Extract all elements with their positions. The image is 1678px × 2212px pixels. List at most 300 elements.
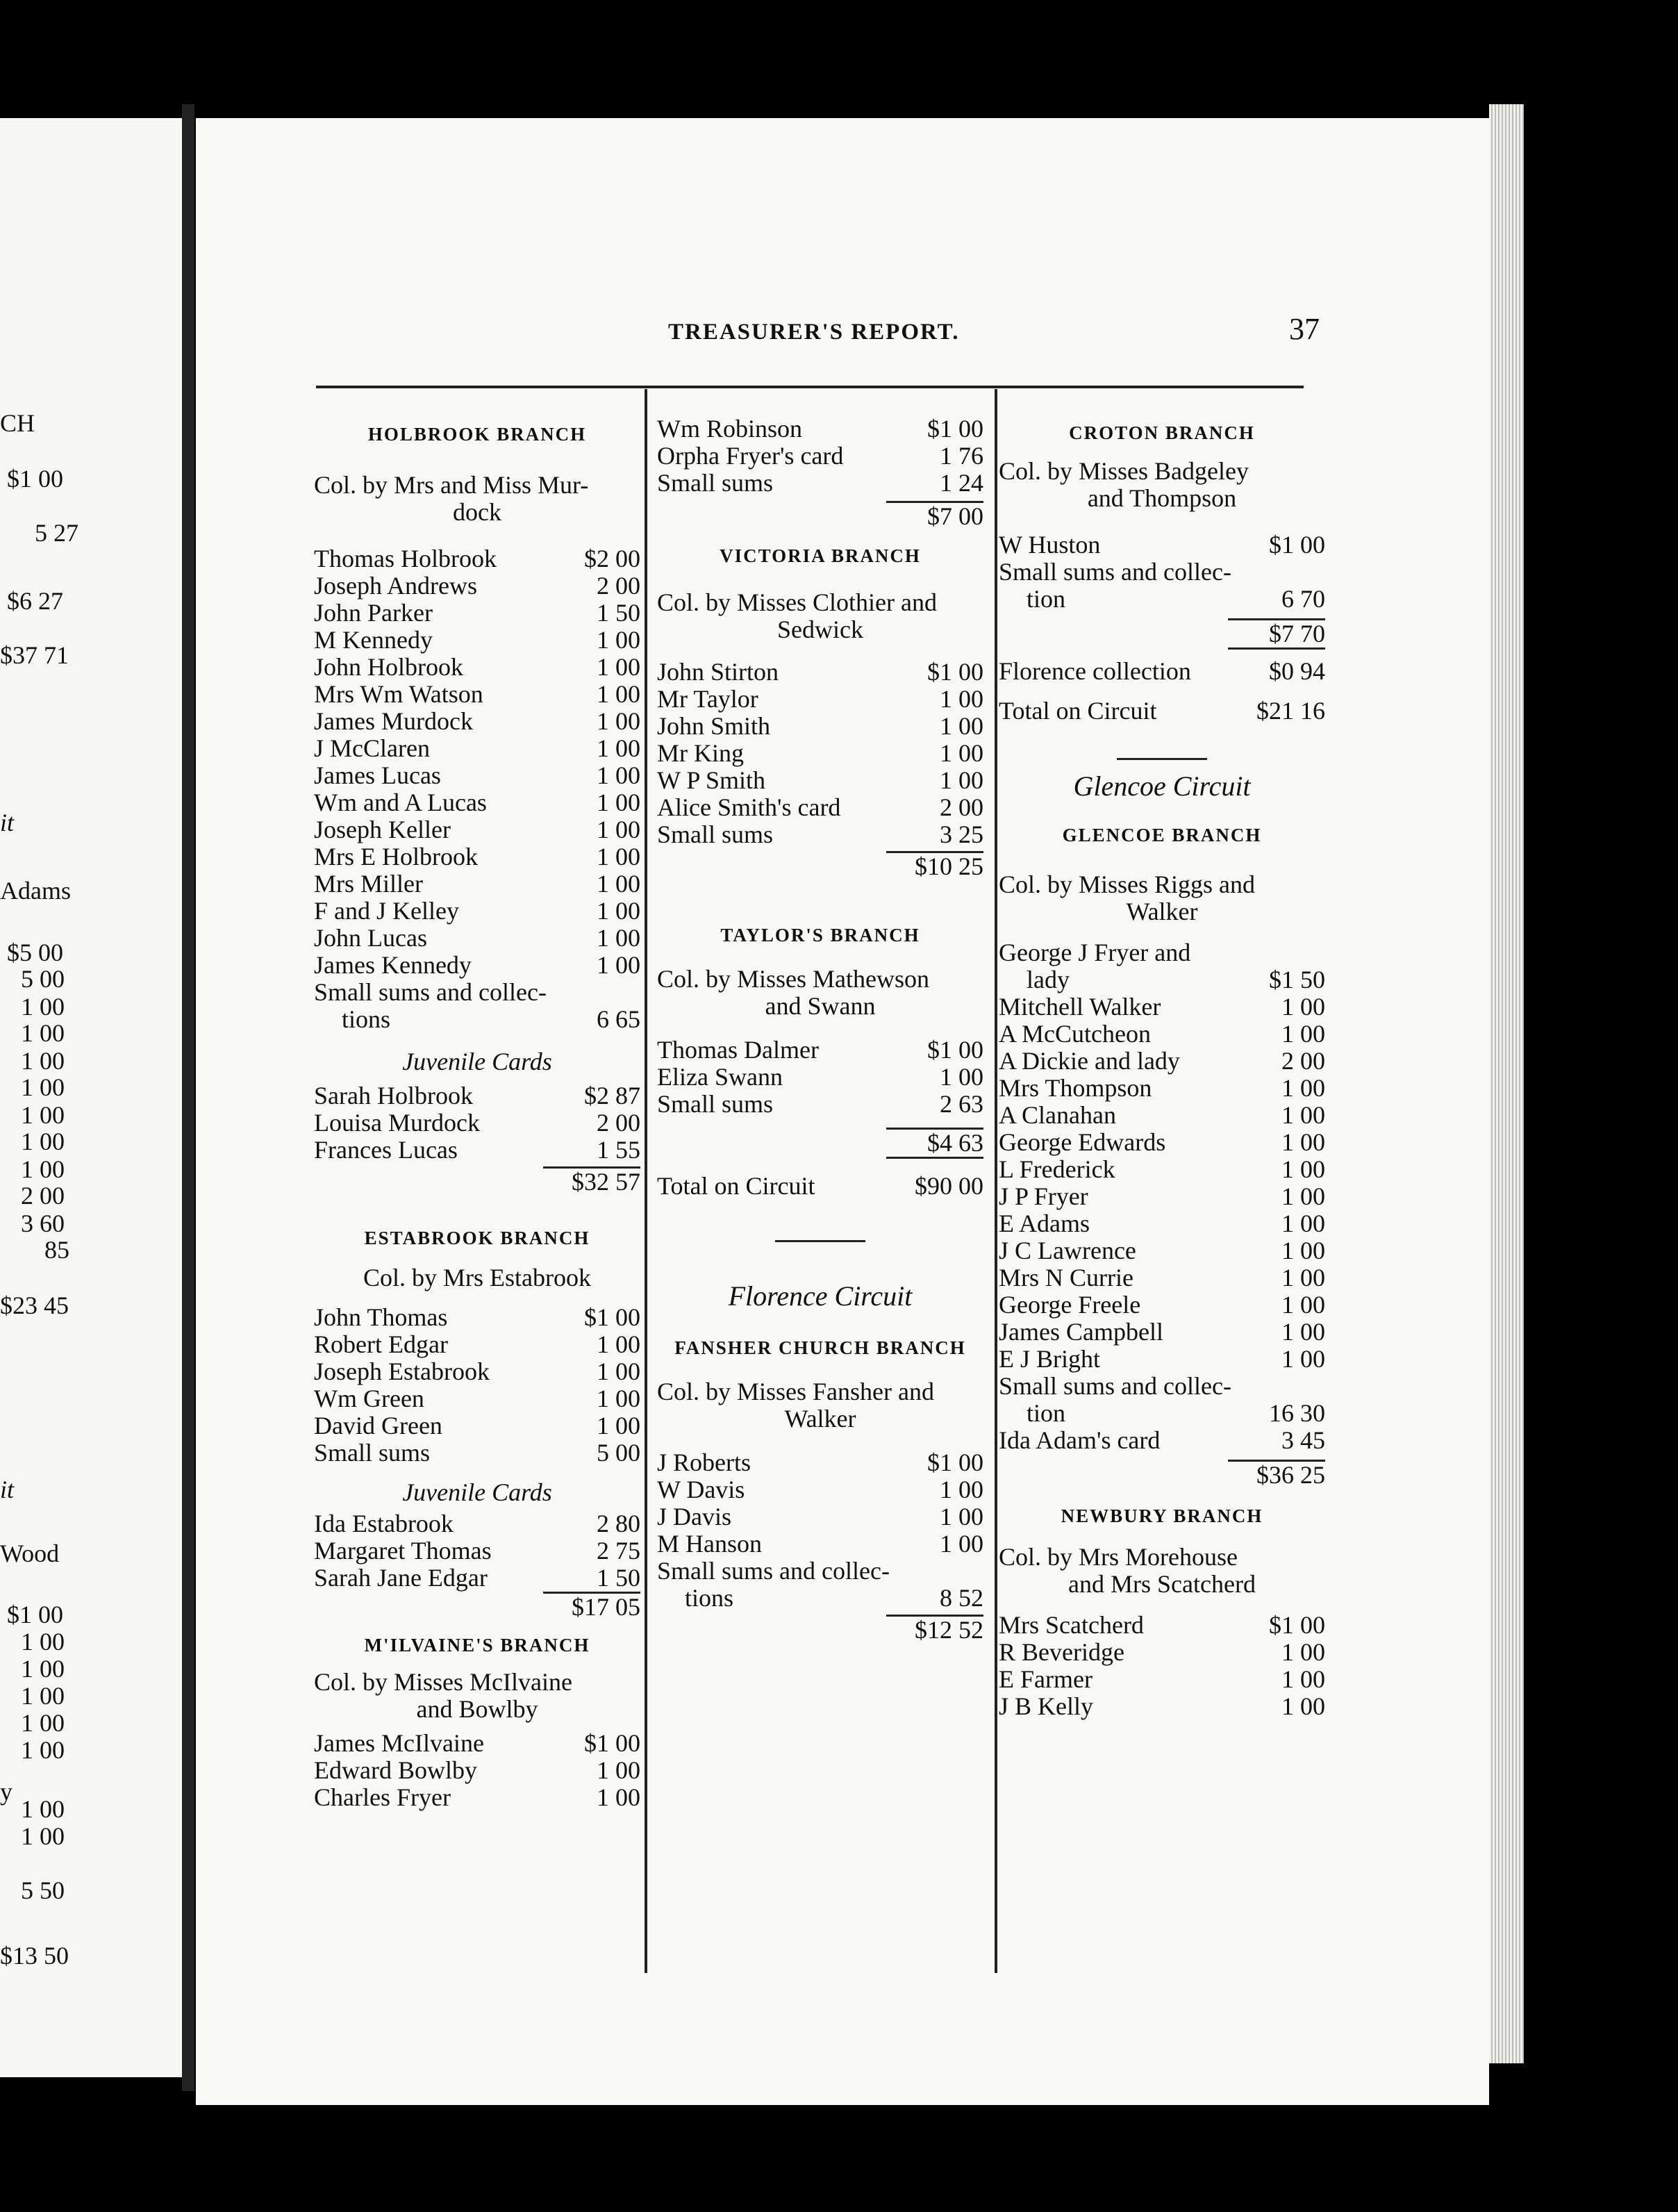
entry-row bbox=[314, 600, 640, 627]
donor-name: Wm Robinson bbox=[657, 415, 803, 443]
amount: 1 00 bbox=[597, 653, 640, 681]
spacer bbox=[999, 613, 1325, 618]
entry-cont: tions bbox=[685, 1585, 734, 1612]
left-page-text: 5 00 bbox=[21, 965, 65, 993]
spacer bbox=[999, 853, 1325, 871]
donor-name: M Hanson bbox=[657, 1530, 762, 1558]
branch-total bbox=[999, 1460, 1325, 1489]
amount: 1 00 bbox=[597, 951, 640, 979]
donor-name: Edward Bowlby bbox=[314, 1757, 477, 1784]
donor-name: A McCutcheon bbox=[999, 1021, 1151, 1048]
total-amount: $10 25 bbox=[886, 851, 983, 880]
amount: 1 00 bbox=[940, 1530, 983, 1558]
spacer bbox=[314, 1467, 640, 1475]
left-page-text: $6 27 bbox=[7, 587, 63, 615]
circuit-total bbox=[999, 698, 1325, 725]
left-page-text: 1 00 bbox=[21, 1155, 65, 1183]
amount: 1 00 bbox=[1281, 1101, 1325, 1129]
amount: 1 00 bbox=[597, 843, 640, 870]
divider-dash bbox=[1117, 758, 1207, 760]
total-amount: $12 52 bbox=[886, 1615, 983, 1644]
entry-row bbox=[999, 1264, 1325, 1291]
amount: 8 52 bbox=[940, 1584, 983, 1612]
juvenile-heading: Juvenile Cards bbox=[402, 1478, 552, 1506]
spacer bbox=[999, 685, 1325, 698]
entry-row bbox=[657, 1449, 983, 1476]
entry-row bbox=[314, 1006, 640, 1033]
amount: 1 00 bbox=[1281, 1692, 1325, 1720]
donor-name: David Green bbox=[314, 1412, 442, 1439]
spacer bbox=[657, 1255, 983, 1276]
branch-total bbox=[314, 1592, 640, 1621]
entry-row bbox=[999, 966, 1325, 993]
left-page-text: 3 60 bbox=[21, 1210, 65, 1237]
amount: 3 25 bbox=[940, 820, 983, 848]
entry-row bbox=[314, 708, 640, 735]
amount: 1 00 bbox=[1281, 1020, 1325, 1048]
donor-name: James Campbell bbox=[999, 1319, 1163, 1346]
left-page-text: 1 00 bbox=[21, 1736, 65, 1764]
gutter bbox=[182, 104, 194, 2091]
collector-line: dock bbox=[453, 498, 501, 526]
amount: 3 45 bbox=[1281, 1426, 1325, 1454]
donor-name: Small sums bbox=[657, 470, 774, 497]
donor-name: Wm and A Lucas bbox=[314, 789, 487, 816]
donor-name: Alice Smith's card bbox=[657, 794, 841, 821]
spacer bbox=[657, 1317, 983, 1330]
entry-row bbox=[314, 898, 640, 925]
page-edges bbox=[1489, 104, 1524, 2063]
amount: 2 00 bbox=[597, 1109, 640, 1137]
left-page-text: it bbox=[0, 1476, 15, 1503]
amount: 1 00 bbox=[1281, 1155, 1325, 1183]
amount: 1 00 bbox=[1281, 1291, 1325, 1319]
entry-line: George J Fryer and bbox=[999, 939, 1191, 966]
entry-row bbox=[657, 713, 983, 740]
donor-name: John Stirton bbox=[657, 659, 779, 686]
amount: 5 00 bbox=[597, 1439, 640, 1467]
donor-name: W Huston bbox=[999, 531, 1101, 559]
branch-total bbox=[657, 1615, 983, 1644]
entry-row bbox=[999, 1237, 1325, 1264]
donor-name: John Lucas bbox=[314, 925, 427, 952]
donor-name: W P Smith bbox=[657, 767, 766, 794]
amount: 1 00 bbox=[1281, 1264, 1325, 1291]
entry-row bbox=[314, 1439, 640, 1467]
spacer bbox=[314, 1621, 640, 1628]
entry-row bbox=[314, 681, 640, 708]
florence-collection bbox=[999, 658, 1325, 685]
collector-line: and Bowlby bbox=[416, 1695, 538, 1723]
entry-row bbox=[314, 1412, 640, 1439]
entry-row bbox=[314, 735, 640, 762]
amount: 1 00 bbox=[597, 680, 640, 708]
amount: 1 00 bbox=[940, 1503, 983, 1530]
collector-line: Col. by Misses McIlvaine bbox=[314, 1668, 572, 1696]
total-amount: $32 57 bbox=[543, 1166, 640, 1196]
entry-row bbox=[314, 816, 640, 843]
amount: 1 00 bbox=[1281, 1318, 1325, 1346]
spacer bbox=[657, 574, 983, 589]
amount: 1 00 bbox=[597, 761, 640, 789]
entry-row bbox=[314, 1137, 640, 1164]
branch-heading: FANSHER CHURCH BRANCH bbox=[674, 1337, 966, 1358]
amount: 1 00 bbox=[1281, 1237, 1325, 1264]
donor-name: E Adams bbox=[999, 1210, 1090, 1237]
amount: 16 30 bbox=[1269, 1399, 1325, 1427]
donor-name: Sarah Jane Edgar bbox=[314, 1565, 488, 1592]
spacer bbox=[657, 1200, 983, 1228]
spacer bbox=[999, 1598, 1325, 1612]
spacer bbox=[999, 1454, 1325, 1460]
amount: 1 00 bbox=[940, 1476, 983, 1503]
entry-row bbox=[999, 586, 1325, 613]
total-amount: $36 25 bbox=[1228, 1460, 1325, 1489]
amount: 1 00 bbox=[1281, 993, 1325, 1021]
left-page-text: 1 00 bbox=[21, 1101, 65, 1129]
donor-name: Small sums bbox=[314, 1439, 431, 1467]
amount: 2 00 bbox=[597, 572, 640, 600]
amount: 1 00 bbox=[940, 1063, 983, 1091]
collector-line: Col. by Misses Fansher and bbox=[657, 1378, 934, 1405]
entry-row bbox=[314, 1784, 640, 1811]
donor-name: James McIlvaine bbox=[314, 1730, 484, 1757]
entry-cont: tion bbox=[1027, 1400, 1066, 1427]
donor-name: Mrs N Currie bbox=[999, 1264, 1133, 1291]
donor-name: Wm Green bbox=[314, 1385, 424, 1412]
donor-name: Charles Fryer bbox=[314, 1784, 451, 1811]
amount: 1 00 bbox=[1281, 1128, 1325, 1156]
donor-name: John Smith bbox=[657, 713, 771, 740]
spacer bbox=[999, 725, 1325, 745]
donor-name: Orpha Fryer's card bbox=[657, 443, 844, 470]
donor-name: Robert Edgar bbox=[314, 1331, 448, 1358]
total-amount: $7 70 bbox=[1228, 618, 1325, 650]
donor-name: Frances Lucas bbox=[314, 1137, 458, 1164]
spacer bbox=[999, 1534, 1325, 1544]
donor-name: A Clanahan bbox=[999, 1102, 1116, 1129]
amount: 1 55 bbox=[597, 1136, 640, 1164]
entry-row bbox=[999, 1048, 1325, 1075]
left-page-text: 1 00 bbox=[21, 1795, 65, 1823]
amount: 1 00 bbox=[597, 1783, 640, 1811]
entry-row bbox=[314, 1358, 640, 1385]
entry-row bbox=[314, 1730, 640, 1757]
total-amount: $7 00 bbox=[886, 501, 983, 530]
left-page-text: 1 00 bbox=[21, 1047, 65, 1075]
amount: 1 00 bbox=[940, 685, 983, 713]
amount: $0 94 bbox=[1269, 657, 1325, 685]
donor-name: Thomas Dalmer bbox=[657, 1037, 819, 1064]
entry-row bbox=[999, 1129, 1325, 1156]
donor-name: John Parker bbox=[314, 600, 433, 627]
amount: 1 00 bbox=[597, 734, 640, 762]
branch-heading: VICTORIA BRANCH bbox=[720, 545, 921, 566]
entry-row bbox=[999, 1639, 1325, 1666]
column-divider-2 bbox=[995, 389, 997, 1973]
amount: 1 00 bbox=[940, 766, 983, 794]
left-page-text: CH bbox=[0, 409, 35, 437]
donor-name: Sarah Holbrook bbox=[314, 1082, 473, 1109]
entry-row bbox=[657, 470, 983, 497]
column-3 bbox=[999, 415, 1325, 1720]
left-page-text: 1 00 bbox=[21, 1019, 65, 1047]
entry-line: Small sums and collec- bbox=[999, 558, 1231, 586]
left-page-text: $23 45 bbox=[0, 1291, 69, 1319]
donor-name: Ida Estabrook bbox=[314, 1510, 454, 1537]
donor-name: J P Fryer bbox=[999, 1183, 1088, 1210]
amount: 1 00 bbox=[597, 870, 640, 898]
donor-name: Margaret Thomas bbox=[314, 1537, 492, 1565]
left-page-text: $1 00 bbox=[7, 1601, 63, 1628]
entry-row bbox=[999, 1693, 1325, 1720]
amount: 1 00 bbox=[597, 1330, 640, 1358]
entry-row bbox=[657, 1503, 983, 1530]
amount: 1 00 bbox=[1281, 1182, 1325, 1210]
amount: 1 00 bbox=[597, 1412, 640, 1439]
running-title: TREASURER'S REPORT. bbox=[668, 320, 960, 345]
left-page-text: Adams bbox=[0, 877, 71, 905]
entry-row bbox=[657, 443, 983, 470]
entry-row bbox=[657, 415, 983, 443]
left-page-text: 1 00 bbox=[21, 1128, 65, 1155]
entry-row bbox=[999, 1075, 1325, 1102]
column-2 bbox=[657, 415, 983, 1644]
amount: 1 00 bbox=[1281, 1638, 1325, 1666]
collector-line: Walker bbox=[784, 1405, 856, 1433]
entry-row bbox=[657, 821, 983, 848]
left-page-text: Wood bbox=[0, 1540, 60, 1567]
entry-row bbox=[999, 1156, 1325, 1183]
entry-row bbox=[999, 1102, 1325, 1129]
spacer bbox=[657, 530, 983, 538]
branch-total bbox=[314, 1166, 640, 1196]
donor-name: Joseph Estabrook bbox=[314, 1358, 490, 1385]
donor-name: Total on Circuit bbox=[999, 698, 1157, 725]
entry-row bbox=[314, 789, 640, 816]
amount: 2 80 bbox=[597, 1510, 640, 1537]
entry-row bbox=[314, 952, 640, 979]
amount: $1 00 bbox=[927, 658, 983, 686]
entry-row bbox=[657, 1091, 983, 1118]
collector-line: Col. by Misses Badgeley bbox=[999, 457, 1249, 485]
entry-row bbox=[999, 993, 1325, 1021]
branch-heading: HOLBROOK BRANCH bbox=[367, 424, 587, 445]
entry-row bbox=[314, 654, 640, 681]
branch-total bbox=[999, 618, 1325, 650]
amount: 1 00 bbox=[597, 816, 640, 843]
entry-row bbox=[314, 1385, 640, 1412]
amount: $2 87 bbox=[584, 1082, 640, 1109]
collector-line: Col. by Mrs and Miss Mur- bbox=[314, 471, 589, 499]
left-page-text: $13 50 bbox=[0, 1942, 69, 1970]
entry-row bbox=[999, 1210, 1325, 1237]
spacer bbox=[657, 1118, 983, 1128]
amount: 2 00 bbox=[940, 793, 983, 821]
donor-name: W Davis bbox=[657, 1476, 745, 1503]
amount: 1 50 bbox=[597, 1564, 640, 1592]
spacer bbox=[314, 526, 640, 545]
amount: 2 00 bbox=[1281, 1047, 1325, 1075]
donor-name: James Lucas bbox=[314, 762, 441, 789]
donor-name: R Beveridge bbox=[999, 1639, 1124, 1666]
entry-cont: lady bbox=[1027, 966, 1070, 993]
amount: $21 16 bbox=[1256, 697, 1325, 725]
collector-line: Col. by Mrs Morehouse bbox=[999, 1543, 1238, 1571]
branch-heading: ESTABROOK BRANCH bbox=[364, 1228, 590, 1248]
entry-row bbox=[314, 1757, 640, 1784]
donor-name: Mitchell Walker bbox=[999, 993, 1161, 1021]
entry-row bbox=[314, 1109, 640, 1137]
donor-name: J Roberts bbox=[657, 1449, 751, 1476]
amount: 1 76 bbox=[940, 442, 983, 470]
circuit-total bbox=[657, 1173, 983, 1200]
entry-row bbox=[657, 1585, 983, 1612]
branch-total bbox=[657, 1128, 983, 1159]
donor-name: J McClaren bbox=[314, 735, 430, 762]
entry-row bbox=[657, 794, 983, 821]
donor-name: J B Kelly bbox=[999, 1693, 1094, 1720]
amount: 1 24 bbox=[940, 469, 983, 497]
entry-row bbox=[999, 1400, 1325, 1427]
donor-name: Total on Circuit bbox=[657, 1173, 815, 1200]
total-amount: $4 63 bbox=[886, 1128, 983, 1159]
entry-row bbox=[314, 572, 640, 600]
entry-row bbox=[314, 545, 640, 572]
page-number: 37 bbox=[1289, 312, 1320, 346]
spacer bbox=[999, 512, 1325, 531]
collector-line: Col. by Misses Riggs and bbox=[999, 870, 1256, 898]
entry-row bbox=[999, 1427, 1325, 1454]
donor-name: M Kennedy bbox=[314, 627, 433, 654]
spacer bbox=[657, 643, 983, 659]
spacer bbox=[999, 925, 1325, 939]
collector-line: and Thompson bbox=[1087, 484, 1237, 512]
column-divider-1 bbox=[645, 389, 647, 1973]
left-page-text: 1 00 bbox=[21, 1628, 65, 1656]
circuit-heading: Florence Circuit bbox=[728, 1280, 913, 1312]
entry-row bbox=[657, 659, 983, 686]
donor-name: Eliza Swann bbox=[657, 1064, 783, 1091]
donor-name: Joseph Andrews bbox=[314, 572, 477, 600]
collector-line: Sedwick bbox=[777, 616, 863, 643]
amount: 2 75 bbox=[597, 1537, 640, 1565]
left-page-text: $37 71 bbox=[0, 641, 69, 669]
amount: 6 65 bbox=[597, 1005, 640, 1033]
amount: 1 00 bbox=[597, 897, 640, 925]
entry-row bbox=[999, 1666, 1325, 1693]
collector-line: Walker bbox=[1126, 898, 1198, 925]
spacer bbox=[314, 452, 640, 472]
amount: $1 00 bbox=[927, 415, 983, 443]
donor-name: Mr King bbox=[657, 740, 744, 767]
spacer bbox=[657, 1159, 983, 1173]
entry-row bbox=[657, 1064, 983, 1091]
amount: $2 00 bbox=[584, 545, 640, 572]
collector-line: Col. by Misses Mathewson bbox=[657, 965, 930, 993]
donor-name: L Frederick bbox=[999, 1156, 1115, 1183]
branch-total bbox=[657, 501, 983, 530]
donor-name: Florence collection bbox=[999, 658, 1191, 685]
entry-row bbox=[314, 843, 640, 870]
entry-row bbox=[657, 740, 983, 767]
donor-name: Mr Taylor bbox=[657, 686, 758, 713]
column-1 bbox=[314, 417, 640, 1811]
donor-name: Joseph Keller bbox=[314, 816, 451, 843]
amount: 1 00 bbox=[597, 1385, 640, 1412]
amount: 1 00 bbox=[597, 707, 640, 735]
donor-name: F and J Kelley bbox=[314, 898, 459, 925]
branch-heading: M'ILVAINE'S BRANCH bbox=[364, 1635, 590, 1656]
entry-row bbox=[657, 1530, 983, 1558]
donor-name: Mrs Thompson bbox=[999, 1075, 1152, 1102]
entry-row bbox=[999, 1319, 1325, 1346]
left-page-text: it bbox=[0, 809, 15, 836]
collector-line: Col. by Mrs Estabrook bbox=[363, 1264, 591, 1291]
top-rule bbox=[316, 386, 1304, 388]
amount: $1 00 bbox=[927, 1036, 983, 1064]
amount: 1 50 bbox=[597, 599, 640, 627]
amount: 1 00 bbox=[1281, 1665, 1325, 1693]
left-page-text: 5 27 bbox=[35, 519, 78, 547]
entry-line: Small sums and collec- bbox=[314, 978, 547, 1006]
branch-heading: CROTON BRANCH bbox=[1069, 422, 1255, 443]
amount: 1 00 bbox=[1281, 1345, 1325, 1373]
entry-row bbox=[314, 870, 640, 898]
entry-row bbox=[657, 767, 983, 794]
left-page-text: 1 00 bbox=[21, 993, 65, 1021]
donor-name: John Thomas bbox=[314, 1304, 448, 1331]
entry-row bbox=[314, 762, 640, 789]
donor-name: A Dickie and lady bbox=[999, 1048, 1180, 1075]
spacer bbox=[657, 1433, 983, 1449]
entry-row bbox=[314, 1304, 640, 1331]
entry-row bbox=[999, 1183, 1325, 1210]
entry-row bbox=[999, 1021, 1325, 1048]
donor-name: James Kennedy bbox=[314, 952, 472, 979]
donor-name: George Freele bbox=[999, 1291, 1141, 1319]
branch-heading: GLENCOE BRANCH bbox=[1062, 825, 1262, 845]
spacer bbox=[657, 1020, 983, 1037]
amount: 1 00 bbox=[597, 1756, 640, 1784]
left-page-text: 85 bbox=[44, 1236, 69, 1264]
left-page-text: 2 00 bbox=[21, 1182, 65, 1210]
donor-name: Mrs E Holbrook bbox=[314, 843, 478, 870]
left-page-text: 1 00 bbox=[21, 1709, 65, 1737]
circuit-heading: Glencoe Circuit bbox=[1073, 770, 1251, 802]
amount: $1 00 bbox=[584, 1303, 640, 1331]
donor-name: Mrs Scatcherd bbox=[999, 1612, 1144, 1639]
amount: $1 00 bbox=[584, 1729, 640, 1757]
donor-name: Mrs Miller bbox=[314, 870, 423, 898]
entry-row bbox=[314, 1510, 640, 1537]
donor-name: J Davis bbox=[657, 1503, 731, 1530]
amount: 1 00 bbox=[597, 1357, 640, 1385]
amount: 1 00 bbox=[1281, 1074, 1325, 1102]
amount: $1 00 bbox=[927, 1448, 983, 1476]
collector-line: and Swann bbox=[765, 992, 876, 1020]
entry-row bbox=[314, 1331, 640, 1358]
collector-line: Col. by Misses Clothier and bbox=[657, 588, 937, 616]
left-page-text: y bbox=[0, 1778, 13, 1806]
left-page-text: 1 00 bbox=[21, 1655, 65, 1683]
donor-name: James Murdock bbox=[314, 708, 473, 735]
donor-name: J C Lawrence bbox=[999, 1237, 1136, 1264]
total-amount: $17 05 bbox=[543, 1592, 640, 1621]
spacer bbox=[657, 953, 983, 966]
spacer bbox=[657, 1366, 983, 1378]
entry-row bbox=[657, 1037, 983, 1064]
